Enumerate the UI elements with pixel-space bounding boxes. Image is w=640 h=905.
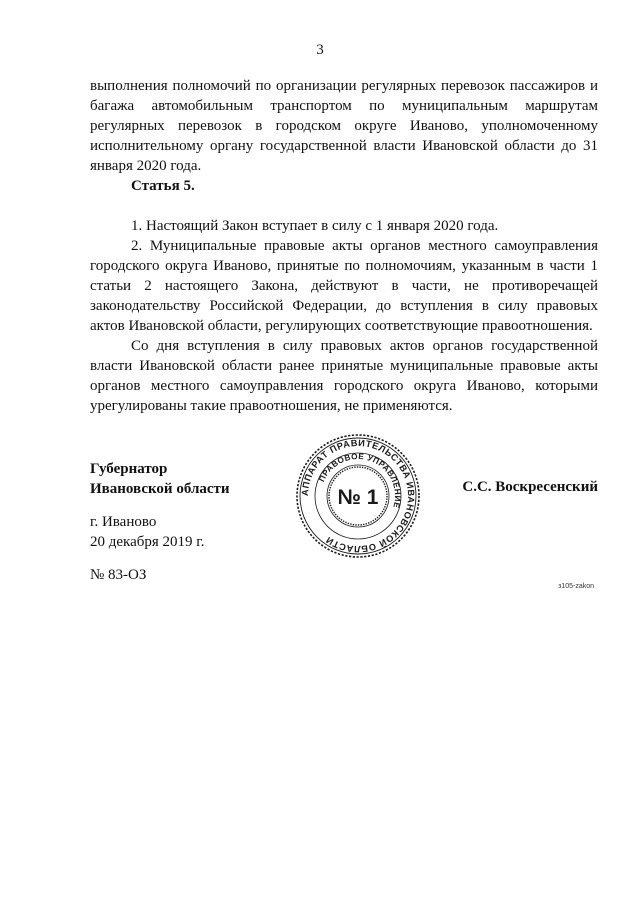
paragraph-continuation <box>90 76 598 176</box>
signatory-title-line: Ивановской области <box>90 481 230 497</box>
law-number: № 83-ОЗ <box>90 567 147 583</box>
paragraph: выполнения полномочий по организации регулярных перевозок пассажиров и багажа автомобильным транспортом по муниципальным маршрутам регулярных перевозок в городском округе Иваново, уполномоченному исполнительному органу государственной власти Ивановской области до 31 января 2020 года. <box>90 78 598 174</box>
stamp-center-number: № 1 <box>337 486 379 509</box>
paragraph: Со дня вступления в силу правовых актов органов государственной власти Ивановской области ранее принятые муниципальные правовые акты органов местного самоуправления городского округа Иваново, которыми урегулированы такие правоотношения, не применяются. <box>90 338 598 414</box>
signatory-name: С.С. Воскресенский <box>462 479 598 495</box>
stamp-inner-text: ПРАВОВОЕ УПРАВЛЕНИЕ <box>317 451 403 510</box>
date: 20 декабря 2019 г. <box>90 534 205 550</box>
official-stamp <box>294 432 422 560</box>
paragraph: 1. Настоящий Закон вступает в силу с 1 января 2020 года. <box>131 218 499 234</box>
page-number: 3 <box>316 42 324 58</box>
signatory-title <box>90 459 230 499</box>
file-code: з105-zakon <box>558 583 594 590</box>
stamp-outer-text: АППАРАТ ПРАВИТЕЛЬСТВА ИВАНОВСКОЙ ОБЛАСТИ <box>299 437 417 555</box>
article-body <box>90 216 598 416</box>
signatory-title-line: Губернатор <box>90 461 168 477</box>
place-and-date <box>90 512 205 552</box>
article-heading: Статья 5. <box>131 178 195 194</box>
paragraph: 2. Муниципальные правовые акты органов местного самоуправления городского округа Иваново, принятые по полномочиям, указанным в части 1 статьи 2 настоящего Закона, действуют в части, не противоречащей законодательству Российской Федерации, до вступления в силу правовых актов Ивановской области, регулирующих соответствующие правоотношения. <box>90 238 598 334</box>
place: г. Иваново <box>90 514 157 530</box>
